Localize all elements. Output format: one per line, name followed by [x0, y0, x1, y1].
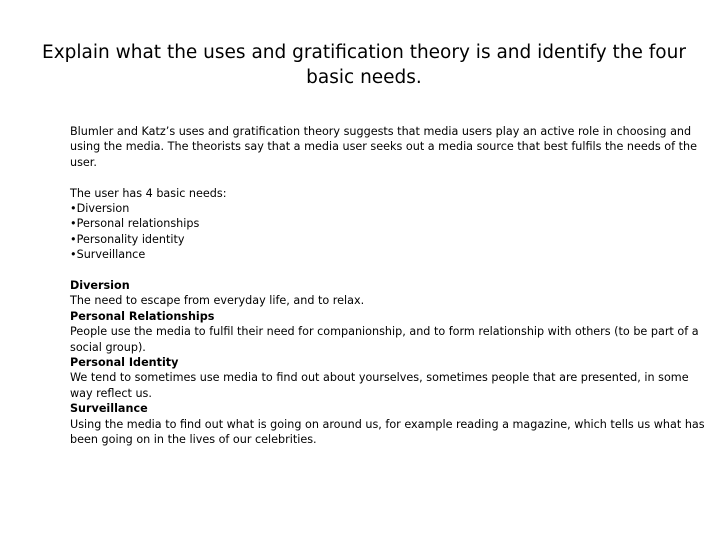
needs-heading: The user has 4 basic needs:: [70, 186, 227, 200]
needs-list-item: •Surveillance: [70, 248, 146, 262]
section-text: Using the media to find out what is going on around us, for example reading a magazine, which tells us what has been going on in the lives of our celebrities.: [70, 417, 705, 447]
spacer: [70, 263, 710, 278]
intro-paragraph: Blumler and Katz’s uses and gratification theory suggests that media users play an active role in choosing and using the media. The theorists say that a media user seeks out a media source that best fulfils the needs of the user.: [70, 125, 697, 169]
section-surveillance: [70, 401, 710, 447]
section-heading: Diversion: [70, 279, 130, 293]
needs-list-item: •Personal relationships: [70, 217, 200, 231]
section-personal-identity: [70, 355, 710, 401]
section-diversion: [70, 278, 710, 309]
slide-title: Explain what the uses and gratification theory is and identify the four basic needs.: [42, 42, 686, 88]
section-personal-relationships: [70, 309, 710, 355]
section-heading: Personal Relationships: [70, 309, 215, 323]
section-text: The need to escape from everyday life, and to relax.: [70, 294, 365, 308]
section-text: We tend to sometimes use media to find out about yourselves, sometimes people that are presented, in some way reflect us.: [70, 371, 689, 400]
section-text: People use the media to fulfil their need for companionship, and to form relationship with others (to be part of a social group).: [70, 325, 699, 354]
needs-list: [70, 201, 710, 263]
section-heading: Personal Identity: [70, 356, 179, 370]
spacer: [70, 170, 710, 185]
needs-list-item: •Diversion: [70, 202, 130, 216]
slide-body: [70, 124, 710, 448]
section-heading: Surveillance: [70, 402, 148, 416]
needs-list-item: •Personality identity: [70, 232, 185, 246]
